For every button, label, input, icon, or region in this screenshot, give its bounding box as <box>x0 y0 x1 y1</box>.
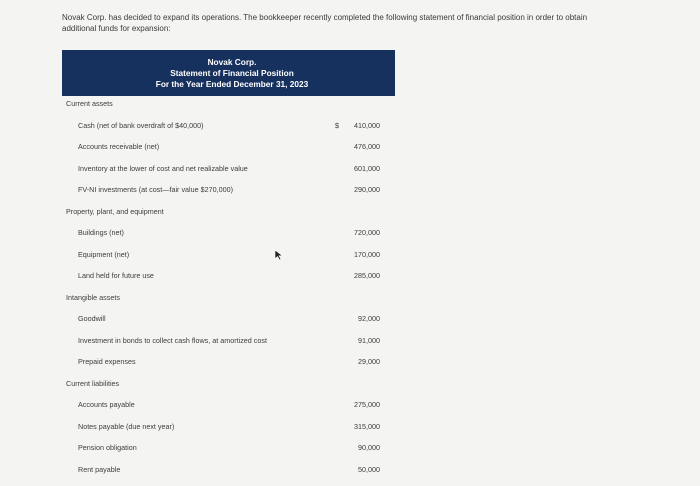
line-item-label: Accounts receivable (net) <box>78 142 160 151</box>
line-item-amount: 285,000 <box>354 271 380 280</box>
line-item-amount: 29,000 <box>358 357 380 366</box>
section-label: Current liabilities <box>66 378 120 388</box>
statement-title: Statement of Financial Position <box>170 67 294 78</box>
line-item-row <box>62 227 392 239</box>
line-item-amount: 50,000 <box>358 464 380 474</box>
line-item-row <box>62 163 392 175</box>
statement-period: For the Year Ended December 31, 2023 <box>155 78 309 89</box>
line-item-label: Goodwill <box>78 314 106 323</box>
problem-intro-text: Novak Corp. has decided to expand its operations. The bookkeeper recently completed the following statement of financial position in order to obtain additional funds for expansion: <box>62 13 588 33</box>
line-item-row <box>62 442 392 454</box>
line-item-row <box>62 120 392 132</box>
line-item-label: Accounts payable <box>78 400 135 409</box>
line-item-label: FV-NI investments (at cost—fair value $270,000) <box>78 185 233 194</box>
line-item-label: Equipment (net) <box>78 249 130 259</box>
line-item-row <box>62 335 392 347</box>
line-item-row <box>62 249 392 261</box>
line-item-row <box>62 313 392 325</box>
section-label: Intangible assets <box>66 292 120 302</box>
line-item-label: Pension obligation <box>78 443 137 452</box>
line-item-row <box>62 464 392 476</box>
line-item-label: Cash (net of bank overdraft of $40,000) <box>78 120 204 130</box>
line-item-label: Rent payable <box>78 464 121 474</box>
line-item-amount: 275,000 <box>354 400 380 409</box>
line-item-row <box>62 399 392 411</box>
line-item-amount: 290,000 <box>354 185 380 194</box>
line-item-label: Prepaid expenses <box>78 357 136 366</box>
line-item-row <box>62 421 392 433</box>
line-item-amount: 476,000 <box>354 142 380 151</box>
section-heading <box>62 292 392 304</box>
mouse-cursor-icon <box>274 249 286 261</box>
line-item-amount: 92,000 <box>358 314 380 323</box>
line-item-label: Inventory at the lower of cost and net realizable value <box>78 163 248 173</box>
line-item-amount: 315,000 <box>354 421 380 431</box>
line-item-label: Land held for future use <box>78 271 154 280</box>
section-heading <box>62 206 392 218</box>
line-item-row <box>62 184 392 196</box>
line-item-amount: 410,000 <box>354 120 380 130</box>
section-label: Property, plant, and equipment <box>66 206 164 216</box>
section-label: Current assets <box>66 99 113 108</box>
line-item-amount: 601,000 <box>354 163 380 173</box>
line-item-row <box>62 270 392 282</box>
currency-symbol: $ <box>335 120 339 130</box>
line-item-amount: 720,000 <box>354 228 380 237</box>
line-item-amount: 170,000 <box>354 249 380 259</box>
line-item-label: Notes payable (due next year) <box>78 421 175 431</box>
line-item-row <box>62 356 392 368</box>
section-heading <box>62 98 392 110</box>
line-item-row <box>62 141 392 153</box>
company-name: Novak Corp. <box>207 56 257 67</box>
section-heading <box>62 378 392 390</box>
line-item-amount: 90,000 <box>358 443 380 452</box>
line-item-label: Buildings (net) <box>78 228 124 237</box>
line-item-label: Investment in bonds to collect cash flows, at amortized cost <box>78 335 267 345</box>
statement-header <box>62 50 395 96</box>
line-item-amount: 91,000 <box>358 335 380 345</box>
